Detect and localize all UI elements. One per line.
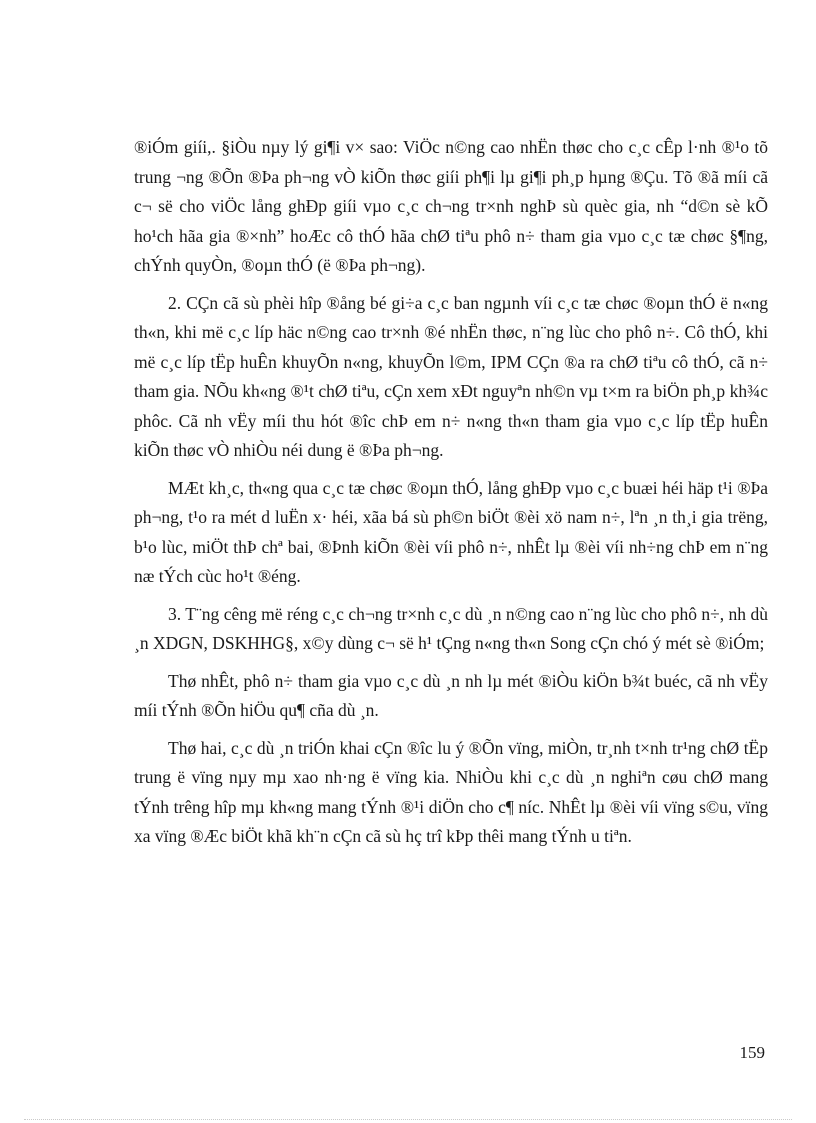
bottom-divider bbox=[24, 1119, 792, 1120]
paragraph-6: Thø hai, c¸c dù ¸n triÓn khai cÇn ®îc lu ý ®Õn vïng, miÒn, tr¸nh t×nh tr¹ng chØ tËp trung ë vïng nµy mµ xao nh·ng ë vïng kia. NhiÒu khi c¸c dù ¸n nghiªn cøu chØ mang tÝnh trêng hîp mµ kh«ng mang tÝnh ®¹i diÖn cho c¶ níc. NhÊt lµ ®èi víi vïng s©u, vïng xa vïng ®Æc biÖt khã kh¨n cÇn cã sù hç trî kÞp thêi mang tÝnh u tiªn. bbox=[134, 737, 768, 846]
paragraph-2: 2. CÇn cã sù phèi hîp ®ång bé gi÷a c¸c ban ngµnh víi c¸c tæ chøc ®oµn thÓ ë n«ng th«n, khi më c¸c líp häc n©ng cao tr×nh ®é nhËn thøc, n¨ng lùc cho phô n÷. Cô thÓ, khi më c¸c líp tËp huÊn khuyÕn n«ng, khuyÕn l©m, IPM CÇn ®a ra chØ tiªu cô thÓ, cã n÷ tham gia. NÕu kh«ng ®¹t chØ tiªu, cÇn xem xÐt nguyªn nh©n vµ t×m ra biÖn ph¸p kh¾c phôc. Cã nh vËy míi thu hót ®îc chÞ em n÷ n«ng th«n tham gia vµo c¸c líp tËp huÊn kiÕn thøc vÒ nhiÒu néi dung ë ®Þa ph¬ng. bbox=[134, 292, 768, 460]
paragraph-4: 3. T¨ng cêng më réng c¸c ch¬ng tr×nh c¸c dù ¸n n©ng cao n¨ng lùc cho phô n÷, nh dù ¸n XDGN, DSKHHG§, x©y dùng c¬ së h¹ tÇng n«ng th«n Song cÇn chó ý mét sè ®iÓm; bbox=[134, 603, 768, 653]
paragraph-5: Thø nhÊt, phô n÷ tham gia vµo c¸c dù ¸n nh lµ mét ®iÒu kiÖn b¾t buéc, cã nh vËy míi tÝnh ®Õn hiÖu qu¶ cña dù ¸n. bbox=[134, 670, 768, 720]
paragraph-3: MÆt kh¸c, th«ng qua c¸c tæ chøc ®oµn thÓ, lång ghÐp vµo c¸c buæi héi häp t¹i ®Þa ph¬ng, t¹o ra mét d luËn x· héi, xãa bá sù ph©n biÖt ®èi xö nam n÷, lªn ¸n th¸i gia trëng, b¹o lùc, miÖt thÞ chª bai, ®Þnh kiÕn ®èi víi phô n÷, nhÊt lµ ®èi víi nh÷ng chÞ em n¨ng næ tÝch cùc ho¹t ®éng. bbox=[134, 477, 768, 586]
page-number: 159 bbox=[739, 1043, 765, 1062]
page-body bbox=[134, 133, 768, 860]
paragraph-1: ®iÓm giíi,. §iÒu nµy lý gi¶i v× sao: ViÖc n©ng cao nhËn thøc cho c¸c cÊp l·nh ®¹o tõ trung ¬ng ®Õn ®Þa ph¬ng vÒ kiÕn thøc giíi ph¶i lµ gi¶i ph¸p hµng ®Çu. Tõ ®ã míi cã c¬ së cho viÖc lång ghÐp giíi vµo c¸c ch¬ng tr×nh nghÞ sù quèc gia, nh “d©n sè kÕ ho¹ch hãa gia ®×nh” hoÆc cô thÓ hãa chØ tiªu phô n÷ tham gia vµo c¸c tæ chøc §¶ng, chÝnh quyÒn, ®oµn thÓ (ë ®Þa ph¬ng). bbox=[134, 137, 768, 275]
